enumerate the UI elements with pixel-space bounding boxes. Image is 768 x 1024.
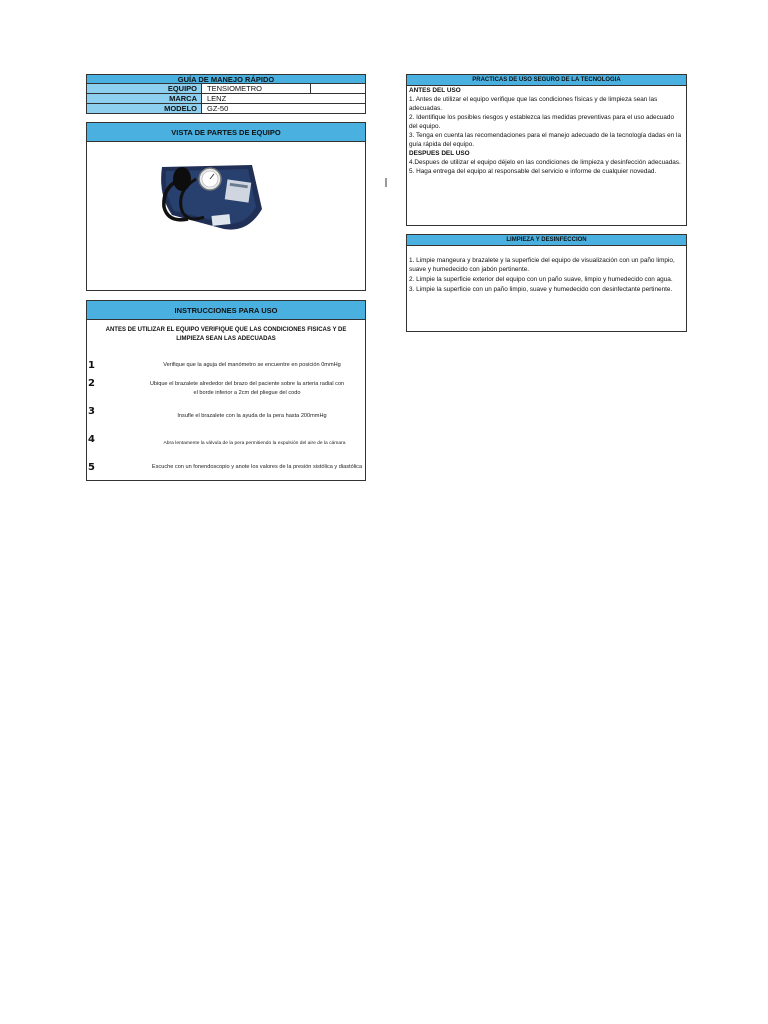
model-value: GZ-50 [207,104,229,113]
parts-panel [86,122,366,291]
step-number: 5 [88,462,95,473]
cleaning-panel [406,234,687,332]
step-number: 2 [88,378,95,389]
step-text: Abra lentamente la válvula de la pera permitiendo la expulsión del aire de la cámara [163,441,346,446]
brand-value: LENZ [207,94,227,103]
safe-use-panel [406,74,687,226]
after-use-item: 4.Despues de utilizar el equipo déjelo en las condiciones de limpieza y desinfección adecuadas. [409,159,681,166]
step-number: 3 [88,406,95,417]
after-use-item: 5. Haga entrega del equipo al responsable del servicio e informe de cualquier novedad. [409,168,657,175]
step-text: Escuche con un fonendoscopio y anote los valores de la presión sistólica y diastólica [151,464,363,470]
step-text: Insufle el brazalete con la ayuda de la pera hasta 200mmHg [177,413,327,419]
cleaning-item: 1. Limpie mangeura y brazalete y la superficie del equipo de visualización con un paño limpio, suave y humedecido con jabón pertinente. [409,257,675,273]
step-text: Ubique el brazalete alrededor del brazo del paciente sobre la arteria radial con el borde inferior a 2cm del pliegue del codo [149,381,345,396]
model-label: MODELO [87,104,202,113]
instructions-intro: ANTES DE UTILIZAR EL EQUIPO VERIFIQUE QUE LAS CONDICIONES FISICAS Y DE LIMPIEZA SEAN LAS ADECUADAS [105,327,347,342]
instructions-title: INSTRUCCIONES PARA USO [87,301,365,320]
instructions-panel [86,300,366,481]
step-number: 4 [88,434,95,445]
cleaning-item: 2. Limpie la superficie exterior del equipo con un paño suave, limpio y humedecido con agua. [409,276,673,283]
stray-mark [385,178,387,187]
parts-title: VISTA DE PARTES DE EQUIPO [87,123,365,142]
cleaning-title: LIMPIEZA Y DESINFECCION [407,235,686,246]
row-divider [310,84,311,93]
equipment-value: TENSIOMETRO [207,84,263,93]
step-number: 1 [88,360,95,371]
step-text: Verifique que la aguja del manómetro se encuentre en posición 0mmHg [163,362,341,368]
before-use-heading: ANTES DEL USO [409,87,461,94]
after-use-heading: DESPUES DEL USO [409,150,470,157]
model-row [86,104,366,114]
before-use-item: 3. Tenga en cuenta las recomendaciones para el manejo adecuado de la tecnología dadas en la guía rápida del equipo. [409,132,682,148]
before-use-item: 2. Identifique los posibles riesgos y establezca las medidas preventivas para el uso adecuado del equipo. [409,114,675,130]
brand-row [86,94,366,104]
equipment-label: EQUIPO [87,84,202,93]
brand-label: MARCA [87,94,202,103]
safe-use-title: PRACTICAS DE USO SEGURO DE LA TECNOLOGIA [407,75,686,86]
cleaning-item: 3. Limpie la superficie con un paño limpio, suave y humedecido con desinfectante pertinente. [409,286,673,293]
sphygmomanometer-image [152,157,267,235]
equipment-row [86,84,366,94]
before-use-item: 1. Antes de utilizar el equipo verifique que las condiciones físicas y de limpieza sean las adecuadas. [409,96,658,112]
guide-title: GUÍA DE MANEJO RÁPIDO [86,74,366,84]
